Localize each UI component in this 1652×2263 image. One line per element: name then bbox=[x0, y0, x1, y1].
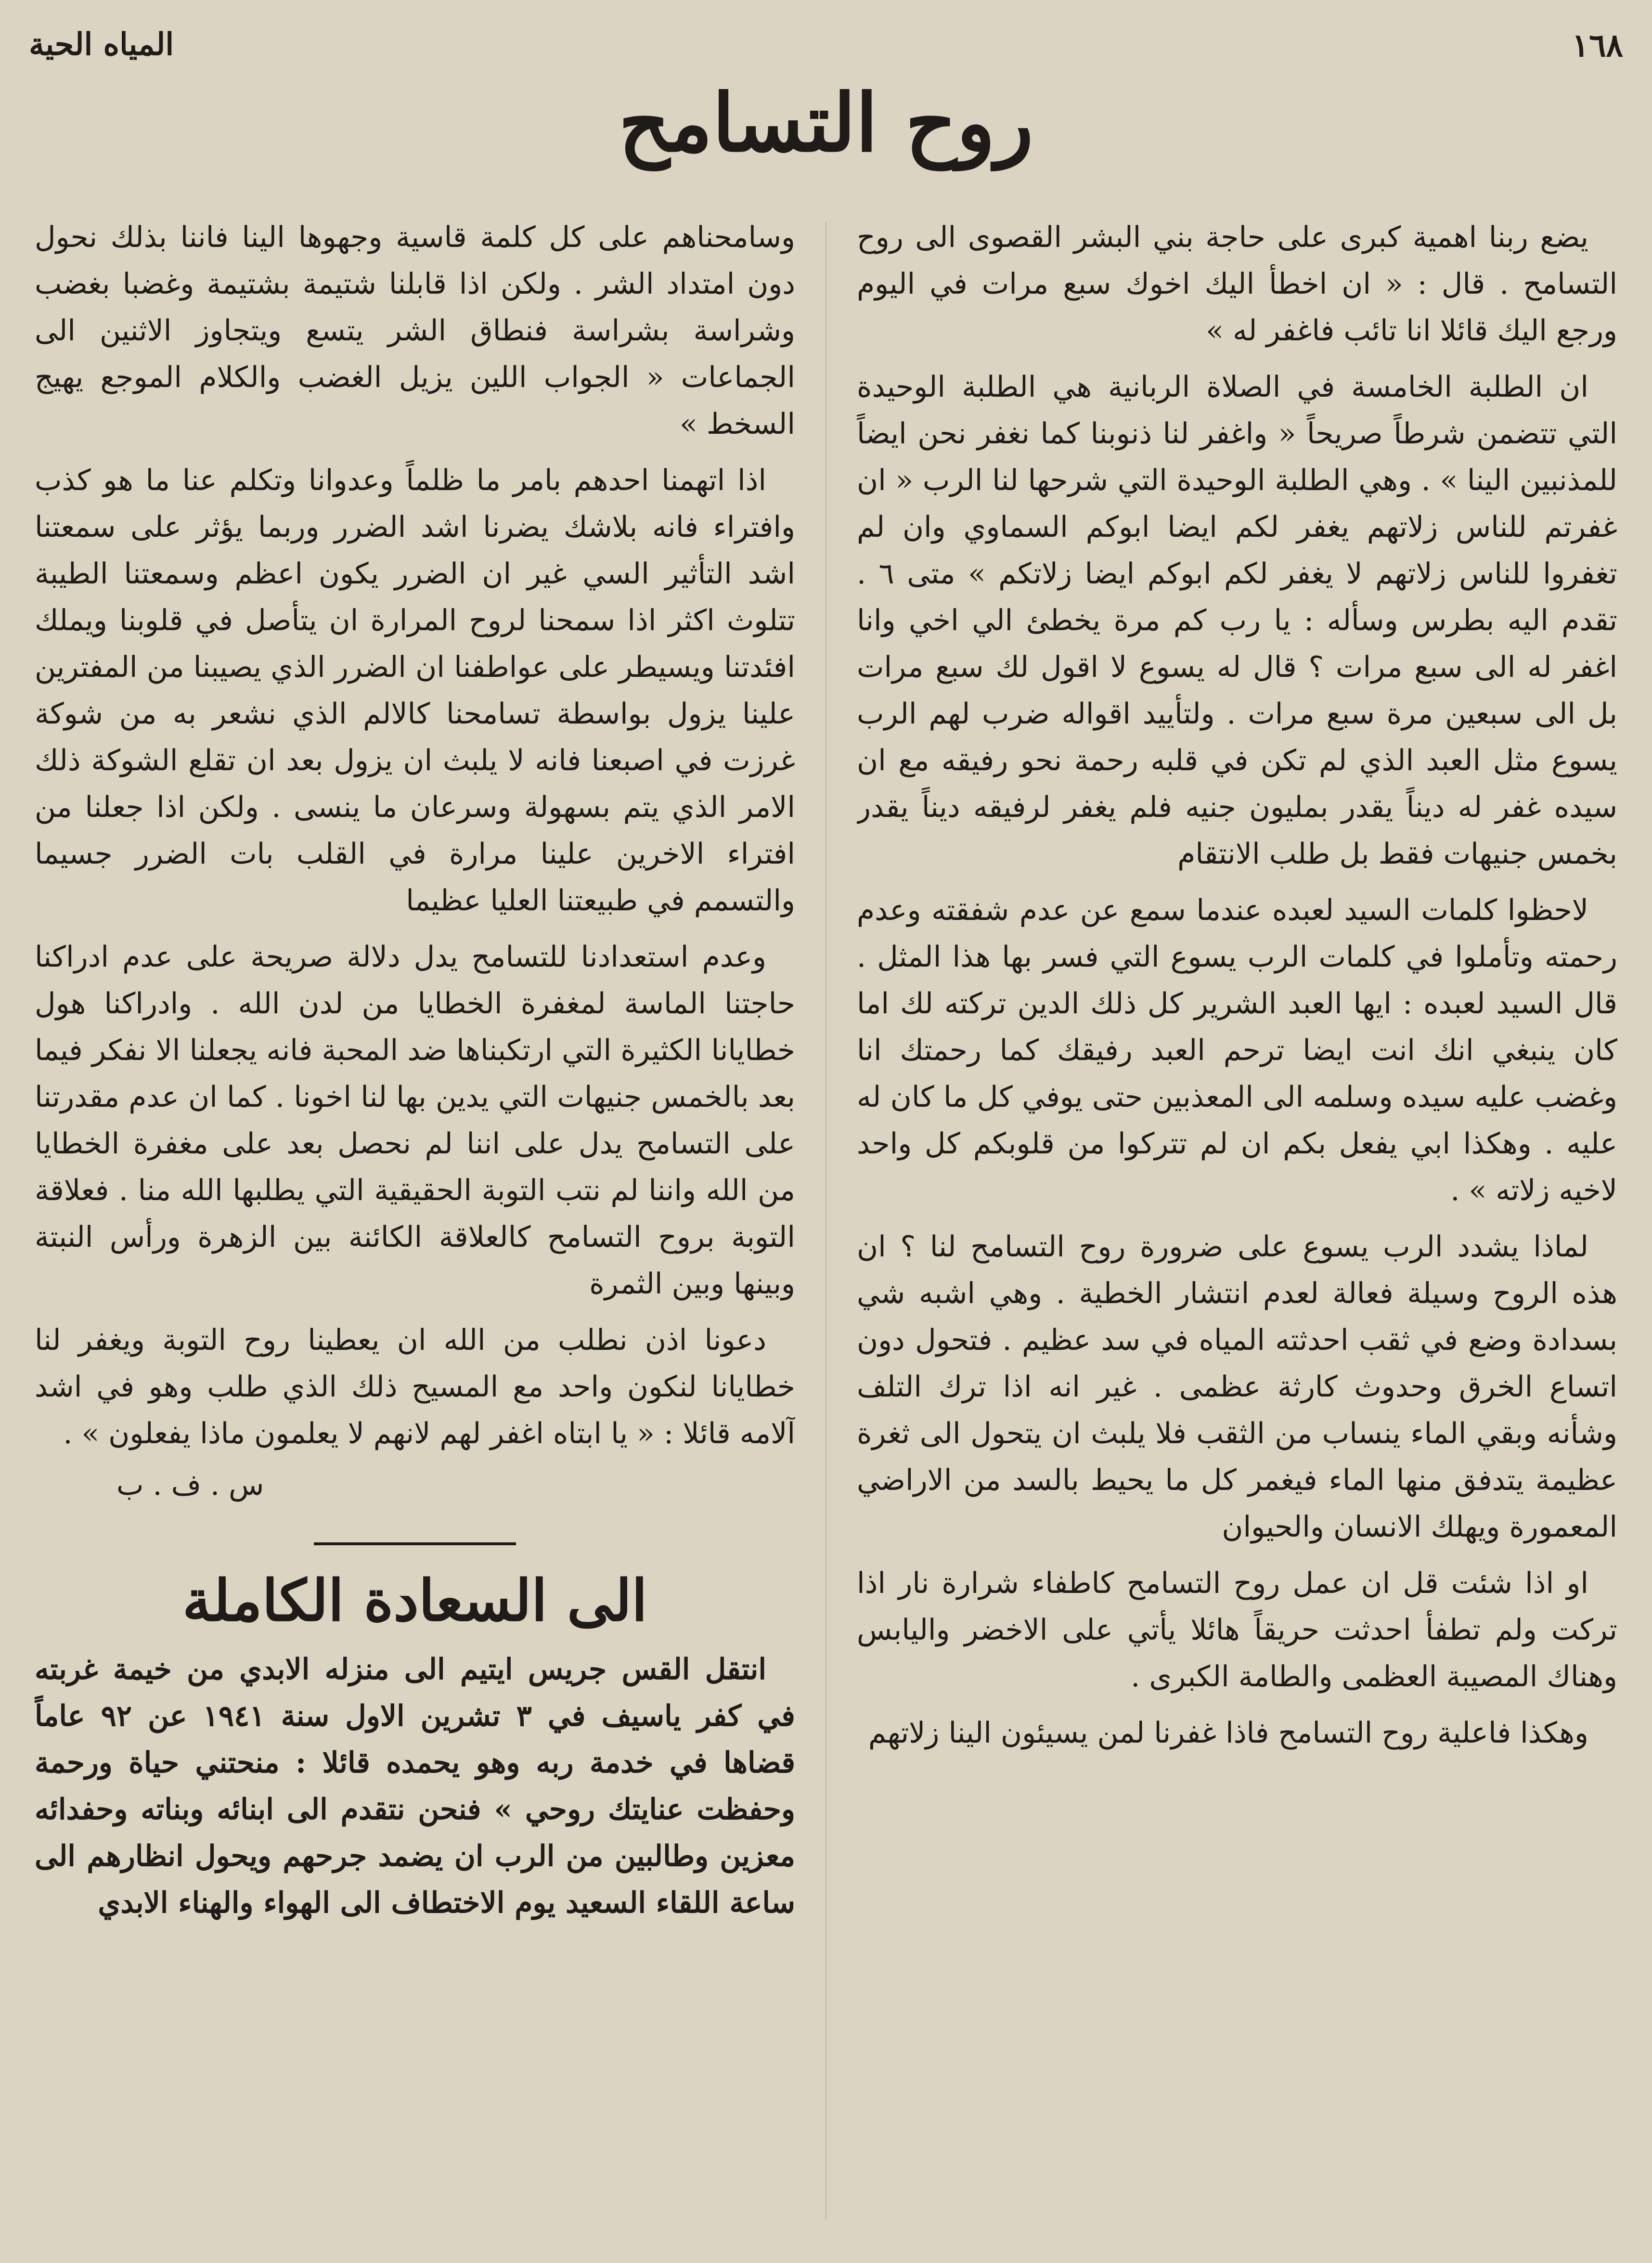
page-number: ١٦٨ bbox=[1572, 26, 1623, 64]
paragraph: وسامحناهم على كل كلمة قاسية وجهوها الينا فاننا بذلك نحول دون امتداد الشر . ولكن اذا قابلنا شتيمة بشتيمة وغضبا بغضب وشراسة بشراسة فنطاق الشر يتسع ويتجاوز الاثنين الى الجماعات « الجواب اللين يزيل الغضب والكلام الموجع يهيج السخط » bbox=[35, 220, 795, 441]
notice-body: انتقل القس جريس ايتيم الى منزله الابدي من خيمة غربته في كفر ياسيف في ٣ تشرين الاول سنة ١٩٤١ عن ٩٢ عاماً قضاها في خدمة ربه وهو يحمده قائلا : منحتني حياة ورحمة وحفظت عنايتك روحي » فنحن نتقدم الى ابنائه وبناته وحفدائه معزين وطالبين من الرب ان يضمد جرحهم ويحول انظارهم الى ساعة اللقاء السعيد يوم الاختطاف الى الهواء والهناء الابدي bbox=[35, 1653, 795, 1920]
paragraph: لماذا يشدد الرب يسوع على ضرورة روح التسامح لنا ؟ ان هذه الروح وسيلة فعالة لعدم انتشار الخطية . وهي اشبه شي بسدادة وضع في ثقب احدثته المياه في سد عظيم . فتحول دون اتساع الخرق وحدوث كارثة عظمى . غير انه اذا ترك التلف وشأنه وبقي الماء ينساب من الثقب فلا يلبث ان يتحول الى ثغرة عظيمة يتدفق منها الماء فيغمر كل ما يحيط بالسد من الاراضي المعمورة ويهلك الانسان والحيوان bbox=[857, 1230, 1617, 1544]
paragraph: اذا اتهمنا احدهم بامر ما ظلماً وعدوانا وتكلم عنا ما هو كذب وافتراء فانه بلاشك يضرنا اشد الضرر وربما يؤثر على سمعتنا اشد التأثير السي غير ان الضرر يكون اعظم وسمعتنا الطيبة تتلوث اكثر اذا سمحنا لروح المرارة ان يتأصل في قلوبنا ويملك افئدتنا ويسيطر على عواطفنا ان الضرر الذي يصيبنا من المفترين علينا يزول بواسطة تسامحنا كالالم الذي نشعر به من شوكة غرزت في اصبعنا فانه لا يلبث ان يزول بعد ان تقلع الشوكة ذلك الامر الذي يتم بسهولة وسرعان ما ينسى . ولكن اذا جعلنا من افتراء الاخرين علينا مرارة في القلب بات الضرر جسيما والتسمم في طبيعتنا العليا عظيما bbox=[35, 464, 795, 918]
article-column-left bbox=[35, 214, 795, 2236]
notice-title: الى السعادة الكاملة bbox=[182, 1567, 647, 1634]
paragraph: لاحظوا كلمات السيد لعبده عندما سمع عن عدم شفقته وعدم رحمته وتأملوا في كلمات الرب يسوع التي فسر بها هذا المثل . قال السيد لعبده : ايها العبد الشرير كل ذلك الدين تركته لك اما كان ينبغي انك انت ايضا ترحم العبد رفيقك كما رحمتك انا وغضب عليه سيده وسلمه الى المعذبين حتى يوفي كل ما كان له عليه . وهكذا ابي يفعل بكم ان لم تتركوا من قلوبكم كل واحد لاخيه زلاته » . bbox=[857, 893, 1617, 1207]
paragraph: ان الطلبة الخامسة في الصلاة الربانية هي الطلبة الوحيدة التي تتضمن شرطاً صريحاً « واغفر لنا ذنوبنا كما نغفر نحن ايضاً للمذنبين الينا » . وهي الطلبة الوحيدة التي شرحها لنا الرب « ان غفرتم للناس زلاتهم يغفر لكم ايضا ابوكم السماوي وان لم تغفروا للناس زلاتهم لا يغفر لكم ابوكم ايضا زلاتكم » متى ٦ . تقدم اليه بطرس وسأله : يا رب كم مرة يخطئ الي اخي وانا اغفر له الى سبع مرات ؟ قال له يسوع لا اقول لك سبع مرات بل الى سبعين مرة سبع مرات . ولتأييد اقواله ضرب لهم الرب يسوع مثل العبد الذي لم تكن في قلبه رحمة نحو رفيقه مع ان سيده غفر له ديناً يقدر بمليون جنيه فلم يغفر لرفيقه ديناً يقدر بخمس جنيهات فقط بل طلب الانتقام bbox=[857, 370, 1617, 871]
section-divider bbox=[314, 1542, 516, 1545]
article-column-right bbox=[857, 214, 1617, 2236]
article-signature: س . ف . ب bbox=[116, 1468, 264, 1502]
paragraph: دعونا اذن نطلب من الله ان يعطينا روح التوبة ويغفر لنا خطايانا لنكون واحد مع المسيح ذلك الذي طلب وهو في اشد آلامه قائلا : « يا ابتاه اغفر لهم لانهم لا يعلمون ماذا يفعلون » . bbox=[35, 1323, 795, 1450]
paragraph: يضع ربنا اهمية كبرى على حاجة بني البشر القصوى الى روح التسامح . قال : « ان اخطأ اليك اخوك سبع مرات في اليوم ورجع اليك قائلا انا تائب فاغفر له » bbox=[857, 220, 1617, 348]
running-head bbox=[29, 26, 1623, 70]
paragraph: وهكذا فاعلية روح التسامح فاذا غفرنا لمن يسيئون الينا زلاتهم bbox=[868, 1716, 1588, 1750]
paragraph: او اذا شئت قل ان عمل روح التسامح كاطفاء شرارة نار اذا تركت ولم تطفأ احدثت حريقاً هائلا يأتي على الاخضر واليابس وهناك المصيبة العظمى والطامة الكبرى . bbox=[857, 1566, 1617, 1694]
paragraph: وعدم استعدادنا للتسامح يدل دلالة صريحة على عدم ادراكنا حاجتنا الماسة لمغفرة الخطايا من لدن الله . وادراكنا هول خطايانا الكثيرة التي ارتكبناها ضد المحبة فانه يجعلنا الا نفكر فيما بعد بالخمس جنيهات التي يدين بها لنا اخونا . كما ان عدم مقدرتنا على التسامح يدل على اننا لم نحصل بعد على مغفرة الخطايا من الله واننا لم نتب التوبة الحقيقية التي يطلبها الله منا . فعلاقة التوبة بروح التسامح كالعلاقة الكائنة بين الزهرة ورأس النبتة وبينها وبين الثمرة bbox=[35, 940, 795, 1301]
running-title: المياه الحية bbox=[29, 26, 174, 63]
article-title: روح التسامح bbox=[619, 76, 1033, 169]
